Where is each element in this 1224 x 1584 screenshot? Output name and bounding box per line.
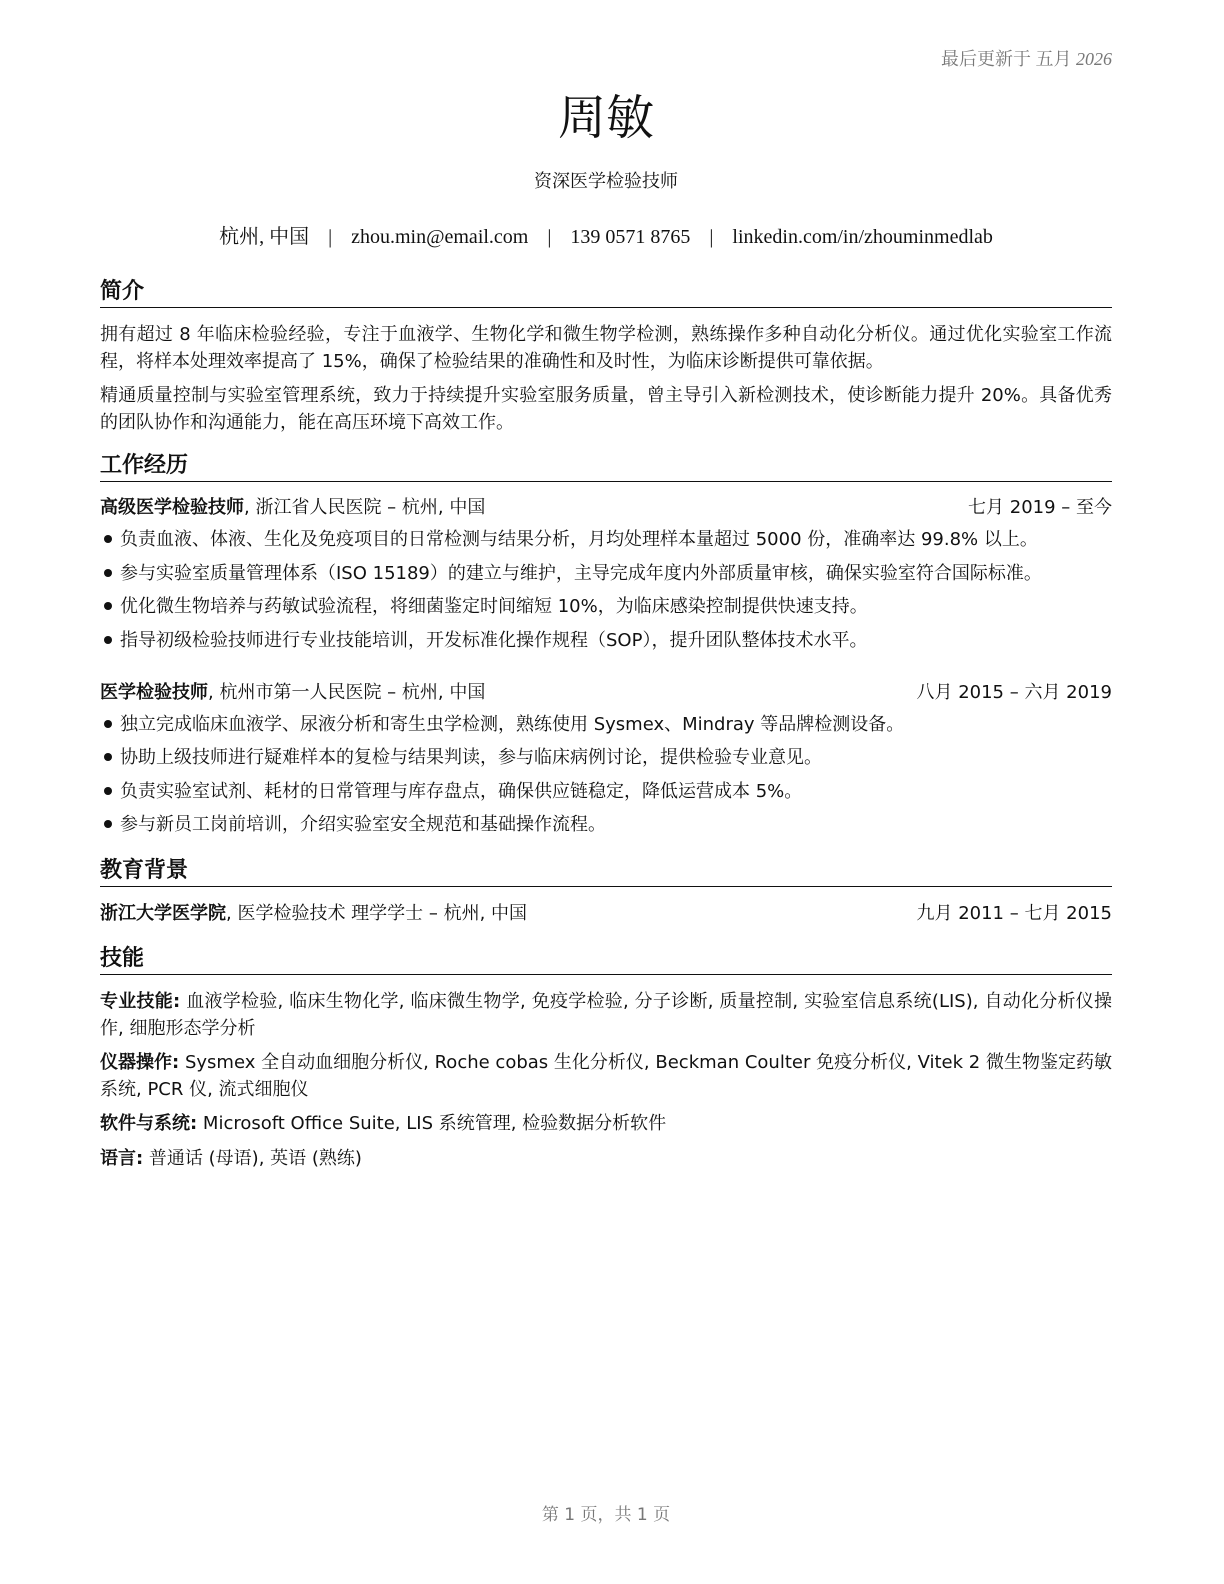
job-bullet-text: 指导初级检验技师进行专业技能培训，开发标准化操作规程（SOP），提升团队整体技术水平。	[120, 630, 868, 651]
section-heading-experience: 工作经历	[100, 451, 1112, 482]
skill-line	[100, 1049, 1112, 1103]
job-bullet	[100, 812, 1130, 838]
skill-label: 专业技能:	[100, 991, 181, 1012]
resume-page	[100, 0, 1112, 1584]
skill-value: Microsoft Office Suite, LIS 系统管理, 检验数据分析软件	[197, 1113, 667, 1134]
candidate-name: 周敏	[557, 90, 654, 146]
job-bullet-text: 参与实验室质量管理体系（ISO 15189）的建立与维护，主导完成年度内外部质量审核，确保实验室符合国际标准。	[120, 563, 1042, 584]
job-bullet	[100, 712, 1130, 738]
education-entry	[100, 901, 1112, 927]
bullet-dot-icon	[104, 720, 112, 728]
job-bullet	[100, 561, 1130, 587]
education-degree: , 医学检验技术 理学学士 – 杭州, 中国	[226, 903, 528, 924]
education-dates: 九月 2011 – 七月 2015	[916, 903, 1112, 924]
contact-separator: |	[547, 226, 552, 248]
job-header	[100, 495, 1112, 521]
education-school-degree	[100, 901, 527, 927]
summary-paragraph: 拥有超过 8 年临床检验经验，专注于血液学、生物化学和微生物学检测，熟练操作多种自动化分析仪。通过优化实验室工作流程，将样本处理效率提高了 15%，确保了检验结果的准确性和及时性，为临床诊断提供可靠依据。	[100, 324, 1112, 372]
skill-label: 软件与系统:	[100, 1113, 198, 1134]
job-role: 医学检验技师	[100, 682, 208, 703]
job-bullet-text: 负责血液、体液、生化及免疫项目的日常检测与结果分析，月均处理样本量超过 5000 份，准确率达 99.8% 以上。	[120, 529, 1038, 550]
summary-paragraph: 精通质量控制与实验室管理系统，致力于持续提升实验室服务质量，曾主导引入新检测技术，使诊断能力提升 20%。具备优秀的团队协作和沟通能力，能在高压环境下高效工作。	[100, 385, 1112, 433]
job-bullet	[100, 628, 1130, 654]
contact-linkedin-link[interactable]: linkedin.com/in/zhouminmedlab	[732, 226, 993, 248]
skill-label: 仪器操作:	[100, 1052, 180, 1073]
job-dates: 八月 2015 – 六月 2019	[916, 682, 1112, 703]
bullet-dot-icon	[104, 602, 112, 610]
job-header	[100, 680, 1112, 706]
job-title-org	[100, 680, 485, 706]
candidate-title: 资深医学检验技师	[534, 171, 678, 192]
bullet-dot-icon	[104, 636, 112, 644]
contact-phone: 139 0571 8765	[570, 226, 691, 248]
bullet-dot-icon	[104, 820, 112, 828]
job-bullet-text: 负责实验室试剂、耗材的日常管理与库存盘点，确保供应链稳定，降低运营成本 5%。	[120, 781, 803, 802]
job-bullet-text: 优化微生物培养与药敏试验流程，将细菌鉴定时间缩短 10%，为临床感染控制提供快速支持。	[120, 596, 868, 617]
job-bullet-text: 独立完成临床血液学、尿液分析和寄生虫学检测，熟练使用 Sysmex、Mindray 等品牌检测设备。	[120, 714, 905, 735]
page-footer: 第 1 页，共 1 页	[541, 1505, 671, 1525]
job-org: , 杭州市第一人民医院 – 杭州, 中国	[208, 682, 486, 703]
skill-line	[100, 1145, 1112, 1172]
job-bullet-text: 参与新员工岗前培训，介绍实验室安全规范和基础操作流程。	[120, 814, 606, 835]
skill-value: 血液学检验, 临床生物化学, 临床微生物学, 免疫学检验, 分子诊断, 质量控制, 实验室信息系统(LIS), 自动化分析仪操作, 细胞形态学分析	[100, 991, 1112, 1039]
job-bullet	[100, 594, 1130, 620]
contact-separator: |	[328, 226, 333, 248]
education-school: 浙江大学医学院	[100, 903, 226, 924]
skill-line	[100, 1110, 1112, 1137]
skill-line	[100, 988, 1112, 1042]
section-heading-skills: 技能	[100, 944, 1112, 975]
job-org: , 浙江省人民医院 – 杭州, 中国	[244, 497, 486, 518]
bullet-dot-icon	[104, 787, 112, 795]
bullet-dot-icon	[104, 569, 112, 577]
section-heading-summary: 简介	[100, 277, 1112, 308]
contact-location: 杭州, 中国	[219, 226, 310, 248]
job-dates: 七月 2019 – 至今	[968, 497, 1112, 518]
last-updated-label: 最后更新于 五月	[941, 49, 1072, 69]
contact-separator: |	[709, 226, 714, 248]
last-updated-year: 2026	[1076, 49, 1112, 69]
job-title-org	[100, 495, 485, 521]
last-updated	[941, 45, 1112, 71]
job-bullet	[100, 745, 1130, 771]
bullet-dot-icon	[104, 535, 112, 543]
skill-label: 语言:	[100, 1148, 144, 1169]
job-role: 高级医学检验技师	[100, 497, 244, 518]
job-bullet	[100, 779, 1130, 805]
bullet-dot-icon	[104, 753, 112, 761]
skill-value: 普通话 (母语), 英语 (熟练)	[143, 1148, 362, 1169]
section-heading-education: 教育背景	[100, 856, 1112, 887]
contact-line	[100, 224, 1112, 250]
job-bullet	[100, 527, 1130, 553]
contact-email-link[interactable]: zhou.min@email.com	[351, 226, 529, 248]
job-bullet-text: 协助上级技师进行疑难样本的复检与结果判读，参与临床病例讨论，提供检验专业意见。	[120, 747, 822, 768]
skill-value: Sysmex 全自动血细胞分析仪, Roche cobas 生化分析仪, Beckman Coulter 免疫分析仪, Vitek 2 微生物鉴定药敏系统, PCR 仪, 流式细胞仪	[100, 1052, 1113, 1100]
